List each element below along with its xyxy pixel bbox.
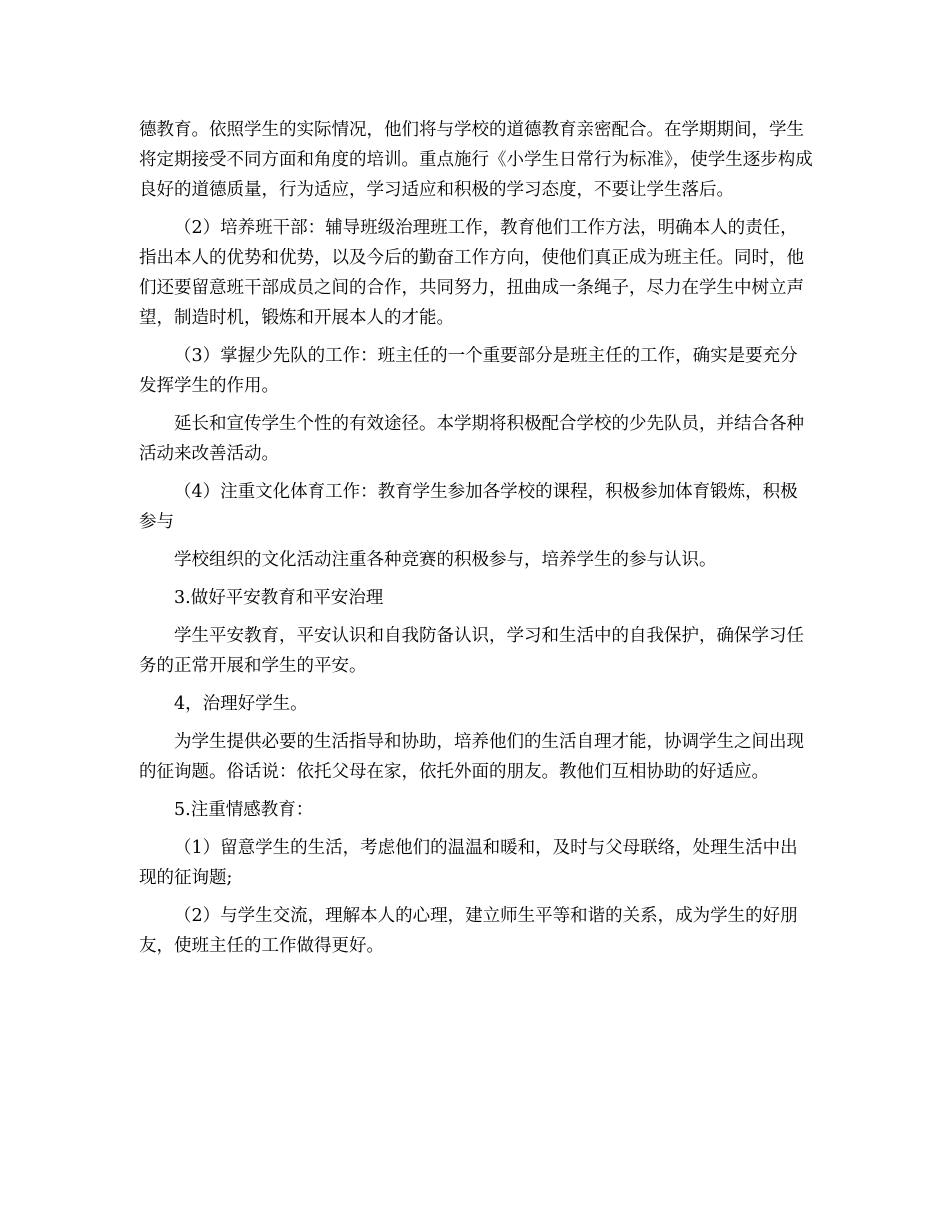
- paragraph-class-cadres: （2）培养班干部：辅导班级治理班工作，教育他们工作方法，明确本人的责任，指出本人的优势和优势，以及今后的勤奋工作方向，使他们真正成为班主任。同时，他们还要留意班干部成员之间的合作，共同努力，扭曲成一条绳子，尽力在学生中树立声望，制造时机，锻炼和开展本人的才能。: [139, 218, 804, 328]
- heading-safety-education: 3.做好平安教育和平安治理: [174, 588, 384, 608]
- paragraph-care-life: （1）留意学生的生活，考虑他们的温温和暖和，及时与父母联络，处理生活中出现的征询题;: [139, 838, 798, 888]
- paragraph-life-guidance: 为学生提供必要的生活指导和协助，培养他们的生活自理才能，协调学生之间出现的征询题。俗话说：依托父母在家，依托外面的朋友。教他们互相协助的好适应。: [139, 732, 804, 782]
- paragraph-communication: （2）与学生交流，理解本人的心理，建立师生平等和谐的关系，成为学生的好朋友，使班主任的工作做得更好。: [139, 906, 798, 956]
- paragraph-young-pioneers: （3）掌握少先队的工作：班主任的一个重要部分是班主任的工作，确实是要充分发挥学生的作用。: [139, 346, 798, 396]
- paragraph-culture-sports: （4）注重文化体育工作：教育学生参加各学校的课程，积极参加体育锻炼，积极参与: [139, 482, 798, 532]
- paragraph-safety-education: 学生平安教育，平安认识和自我防备认识，学习和生活中的自我保护，确保学习任务的正常开展和学生的平安。: [139, 626, 804, 676]
- document-body: [139, 115, 815, 961]
- paragraph-culture-activities: 学校组织的文化活动注重各种竞赛的积极参与，培养学生的参与认识。: [174, 550, 717, 570]
- heading-manage-students: 4，治理好学生。: [174, 694, 308, 714]
- paragraph-pioneers-activities: 延长和宣传学生个性的有效途径。本学期将积极配合学校的少先队员，并结合各种活动来改善活动。: [139, 414, 804, 464]
- heading-emotional-education: 5.注重情感教育：: [174, 800, 314, 820]
- paragraph-moral-education: 德教育。依照学生的实际情况，他们将与学校的道德教育亲密配合。在学期期间，学生将定期接受不同方面和角度的培训。重点施行《小学生日常行为标准》，使学生逐步构成良好的道德质量，行为适应，学习适应和积极的学习态度，不要让学生落后。: [139, 120, 813, 200]
